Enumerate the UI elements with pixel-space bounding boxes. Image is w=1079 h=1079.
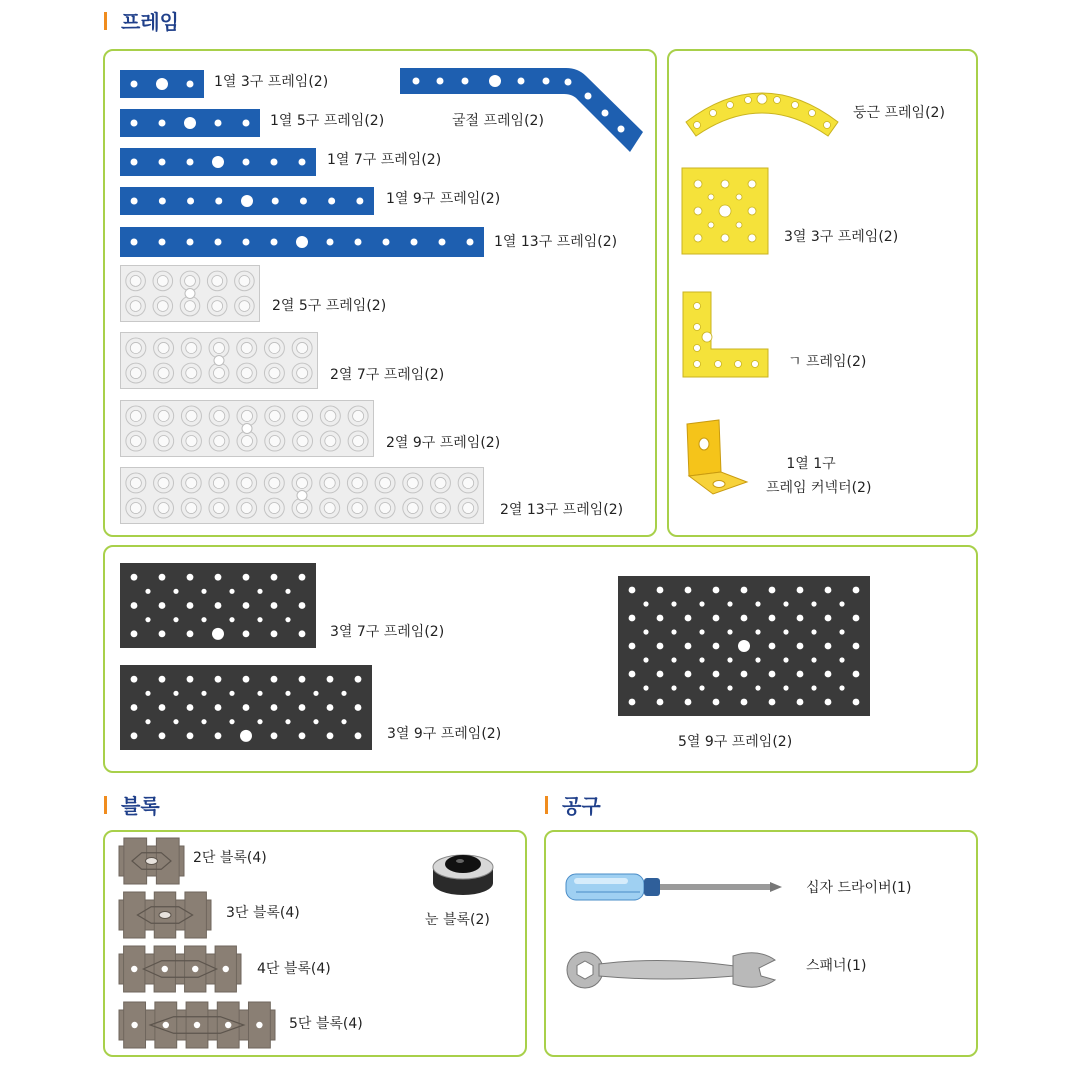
connector-label xyxy=(766,456,872,497)
frame-2x9-label: 2열 9구 프레임(2) xyxy=(386,435,501,451)
block-3-image xyxy=(119,892,211,938)
frame-1x7-label: 1열 7구 프레임(2) xyxy=(327,152,442,168)
connector-label-line1: 1열 1구 xyxy=(786,456,836,472)
l-frame-image xyxy=(683,292,768,377)
screwdriver-label: 십자 드라이버(1) xyxy=(806,880,912,896)
frame-1x3-image xyxy=(120,70,204,98)
frame-1x13-image xyxy=(120,227,484,257)
bent-frame-label: 굴절 프레임(2) xyxy=(452,113,544,129)
tools-panel xyxy=(544,830,978,1057)
tool-section-heading xyxy=(545,790,601,819)
eye-block-label: 눈 블록(2) xyxy=(425,912,490,928)
frame-3x3-label: 3열 3구 프레임(2) xyxy=(784,229,899,245)
screwdriver-image xyxy=(560,868,785,906)
frame-2x7-label: 2열 7구 프레임(2) xyxy=(330,367,445,383)
accent-bar xyxy=(104,12,107,30)
frame-1x7-image xyxy=(120,148,316,176)
block-4-image xyxy=(119,946,241,992)
frame-5x9-image xyxy=(618,576,870,716)
bent-frame-image xyxy=(398,66,648,156)
accent-bar xyxy=(104,796,107,814)
frame-5x9-label: 5열 9구 프레임(2) xyxy=(678,734,793,750)
l-frame-label: ㄱ 프레임(2) xyxy=(788,354,867,370)
eye-block-image xyxy=(430,845,496,897)
block-section-heading xyxy=(104,790,160,819)
block-section-title: 블록 xyxy=(121,794,160,818)
spanner-image xyxy=(563,946,778,994)
frame-1x9-label: 1열 9구 프레임(2) xyxy=(386,191,501,207)
frame-2x9-image xyxy=(120,400,374,457)
block-2-image xyxy=(119,838,184,884)
block-5-image xyxy=(119,1002,275,1048)
frame-3x9-label: 3열 9구 프레임(2) xyxy=(387,726,502,742)
frame-1x3-label: 1열 3구 프레임(2) xyxy=(214,74,329,90)
spanner-label: 스패너(1) xyxy=(806,958,867,974)
round-frame-image xyxy=(682,82,842,140)
frame-1x9-image xyxy=(120,187,374,215)
connector-label-line2: 프레임 커넥터(2) xyxy=(766,479,872,496)
connector-image xyxy=(683,420,749,496)
frame-2x13-image xyxy=(120,467,484,524)
frame-2x7-image xyxy=(120,332,318,389)
frame-3x9-image xyxy=(120,665,372,750)
frame-3x7-label: 3열 7구 프레임(2) xyxy=(330,624,445,640)
frame-1x5-label: 1열 5구 프레임(2) xyxy=(270,113,385,129)
frame-2x5-image xyxy=(120,265,260,322)
block-5-label: 5단 블록(4) xyxy=(289,1016,363,1032)
frame-3x3-image xyxy=(682,168,768,254)
frame-section-heading xyxy=(104,6,179,35)
block-2-label: 2단 블록(4) xyxy=(193,850,267,866)
frame-1x13-label: 1열 13구 프레임(2) xyxy=(494,234,618,250)
tool-section-title: 공구 xyxy=(562,794,601,818)
accent-bar xyxy=(545,796,548,814)
frame-section-title: 프레임 xyxy=(121,10,179,34)
frame-1x5-image xyxy=(120,109,260,137)
round-frame-label: 둥근 프레임(2) xyxy=(853,105,945,121)
block-4-label: 4단 블록(4) xyxy=(257,961,331,977)
block-3-label: 3단 블록(4) xyxy=(226,905,300,921)
frame-2x5-label: 2열 5구 프레임(2) xyxy=(272,298,387,314)
frame-3x7-image xyxy=(120,563,316,648)
frame-2x13-label: 2열 13구 프레임(2) xyxy=(500,502,624,518)
